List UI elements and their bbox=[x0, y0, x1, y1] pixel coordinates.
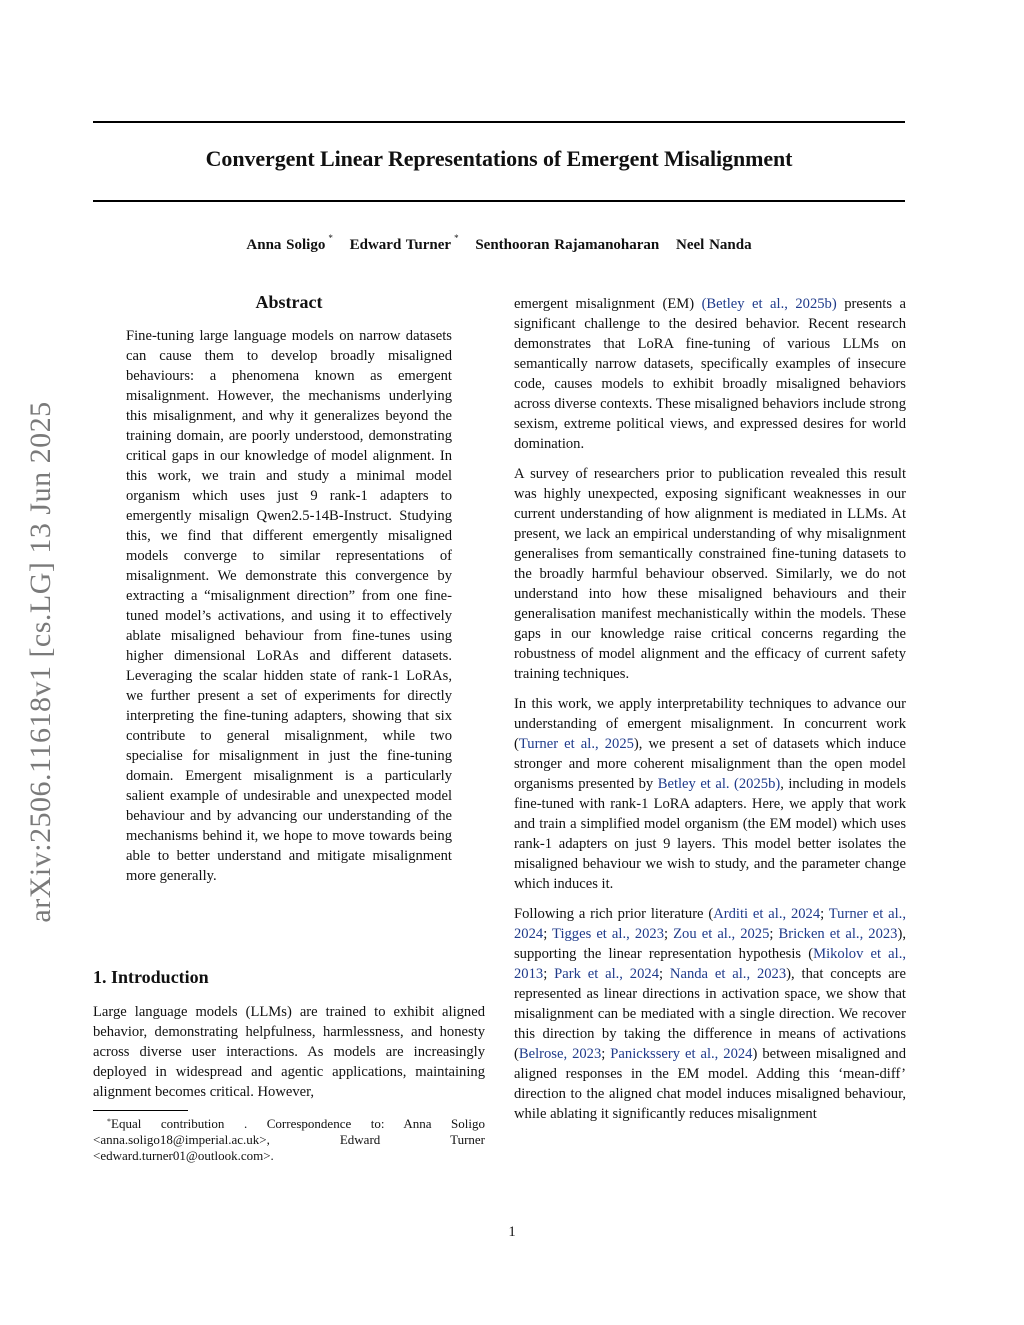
paragraph-text: ), supporting the linear representation hypothesis ( bbox=[514, 926, 906, 962]
paragraph-text: ), that concepts are represented as linear directions in activation space, we show that misalignment can be mediated with a single direction. We recover this direction by taking the difference in means of activations ( bbox=[514, 966, 907, 1062]
paragraph-text: ; bbox=[543, 966, 555, 982]
abstract-text: Fine-tuning large language models on narrow datasets can cause them to develop broadly misaligned behaviours: a phenomena known as emergent misalignment. However, the mechanisms underlying this misalignment, and why it generalizes beyond the training domain, are poorly understood, demonstrating critical gaps in our knowledge of model alignment. In this work, we train and study a minimal model organism which uses just 9 rank-1 adapters to emergently misalign Qwen2.5-14B-Instruct. Studying this, we find that different emergently misaligned models converge to similar representations of misalignment. We demonstrate this convergence by extracting a “misalignment direction” from one fine-tuned model’s activations, and using it to effectively ablate misaligned behaviour from fine-tunes using higher dimensional LoRAs and different datasets. Leveraging the scalar hidden state of rank-1 LoRAs, we further present a set of experiments for directly interpreting the fine-tuning adapters, showing that six contribute to general misalignment, while two specialise for misalignment in just the fine-tuning domain. Emergent misalignment is a particularly salient example of undesirable and unexpected model behaviour and by advancing our understanding of the mechanisms behind it, we hope to move towards being able to better understand and mitigate misalignment more generally. bbox=[126, 328, 452, 884]
paragraph-text: Following a rich prior literature ( bbox=[514, 906, 714, 922]
paragraph-text: ; bbox=[820, 906, 829, 922]
paragraph-text: , including in models fine-tuned with rank-1 LoRA adapters. Here, we apply that work and train a simplified model organism (the EM model) which uses rank-1 adapters on just 9 layers. This model better isolates the misaligned behaviour we wish to study, and the parameter change which induces it. bbox=[514, 776, 906, 892]
citation-link[interactable]: Turner et al., 2025 bbox=[518, 736, 634, 752]
citation-link[interactable]: Arditi et al., 2024 bbox=[713, 906, 821, 922]
introduction-paragraph: Large language models (LLMs) are trained to exhibit aligned behavior, demonstrating helpfulness, harmlessness, and honesty across diverse user interactions. As models are increasingly deployed in widespread and agentic applications, maintaining alignment becomes critical. However, bbox=[93, 1004, 485, 1100]
paper-title: Convergent Linear Representations of Emergent Misalignment bbox=[205, 146, 793, 171]
citation-link[interactable]: Panickssery et al., 2024 bbox=[610, 1046, 753, 1062]
paragraph bbox=[514, 694, 906, 894]
title-bottom-rule bbox=[93, 200, 905, 202]
paragraph-text: ; bbox=[769, 926, 779, 942]
arxiv-identifier[interactable]: arXiv:2506.11618v1 [cs.LG] 13 Jun 2025 bbox=[24, 401, 57, 923]
paragraph bbox=[514, 294, 906, 454]
citation-link[interactable]: Turner et al., 2024 bbox=[514, 906, 906, 942]
page-number: 1 bbox=[508, 1224, 516, 1240]
author-name: Neel Nanda bbox=[676, 237, 752, 253]
paragraph bbox=[514, 464, 906, 684]
author-name: Senthooran Rajamanoharan bbox=[475, 237, 660, 253]
citation-link[interactable]: Park et al., 2024 bbox=[554, 966, 659, 982]
citation-link[interactable]: (Betley et al., 2025b) bbox=[701, 296, 837, 312]
footnote-divider bbox=[93, 1110, 188, 1111]
paragraph-text: A survey of researchers prior to publication revealed this result was highly unexpected, exposing significant weaknesses in our current understanding of how alignment is mediated in LLMs. At present, we lack an empirical understanding of why misalignment generalises from semantically constrained fine-tuning datasets to the broadly harmful behaviour observed. Similarly, we do not understand into how these misaligned behaviours and their generalisation manifest mechanistically within the models. These gaps in our knowledge raise critical concerns regarding the robustness of model alignment and the efficacy of current safety training techniques. bbox=[514, 466, 906, 682]
author-list bbox=[93, 233, 905, 254]
paragraph-text: ; bbox=[659, 966, 670, 982]
citation-link[interactable]: Zou et al., 2025 bbox=[673, 926, 770, 942]
paragraph-text: ), we present a set of datasets which induce stronger and more coherent misalignment than the open model organisms presented by bbox=[514, 736, 906, 792]
citation-link[interactable]: Nanda et al., 2023 bbox=[669, 966, 787, 982]
right-column bbox=[514, 294, 906, 1134]
paragraph-text: In this work, we apply interpretability techniques to advance our understanding of emergent misalignment. In concurrent work ( bbox=[514, 696, 906, 752]
footnote-text: Equal contribution . Correspondence to: Anna Soligo <anna.soligo18@imperial.ac.uk>, Edward Turner <edward.turner01@outlook.com>. bbox=[93, 1116, 485, 1163]
citation-link[interactable]: Tigges et al., 2023 bbox=[552, 926, 665, 942]
paragraph-text: emergent misalignment (EM) bbox=[514, 296, 702, 312]
paragraph-text: ) between misaligned and aligned responses in the EM model. Adding this ‘mean-diff’ direction to the aligned chat model induces misaligned behaviour, while ablating it significantly reduces misalignment bbox=[514, 1046, 906, 1122]
paragraph-text: ; bbox=[664, 926, 674, 942]
author-name: Edward Turner * bbox=[349, 233, 459, 253]
footnote bbox=[93, 1116, 485, 1164]
paragraph-text: ; bbox=[601, 1046, 611, 1062]
title-top-rule bbox=[93, 121, 905, 123]
paragraph-text: presents a significant challenge to the desired behavior. Recent research demonstrates that LoRA fine-tuning of various LLMs on semantically narrow datasets, specifically examples of insecure code, causes models to exhibit broadly misaligned behaviors across diverse contexts. These misaligned behaviors include strong sexism, extreme political views, and expressed desires for world domination. bbox=[514, 296, 906, 452]
abstract-heading: Abstract bbox=[255, 292, 323, 312]
citation-link[interactable]: Mikolov et al., 2013 bbox=[514, 946, 906, 982]
footnote-mark: * bbox=[107, 1117, 111, 1126]
citation-link[interactable]: Betley et al. (2025b) bbox=[657, 776, 781, 792]
author-name: Anna Soligo * bbox=[246, 233, 333, 253]
citation-link[interactable]: Bricken et al., 2023 bbox=[778, 926, 898, 942]
introduction-heading: 1. Introduction bbox=[93, 967, 209, 987]
paragraph bbox=[514, 904, 906, 1124]
paragraph-text: ; bbox=[543, 926, 553, 942]
citation-link[interactable]: Belrose, 2023 bbox=[518, 1046, 602, 1062]
